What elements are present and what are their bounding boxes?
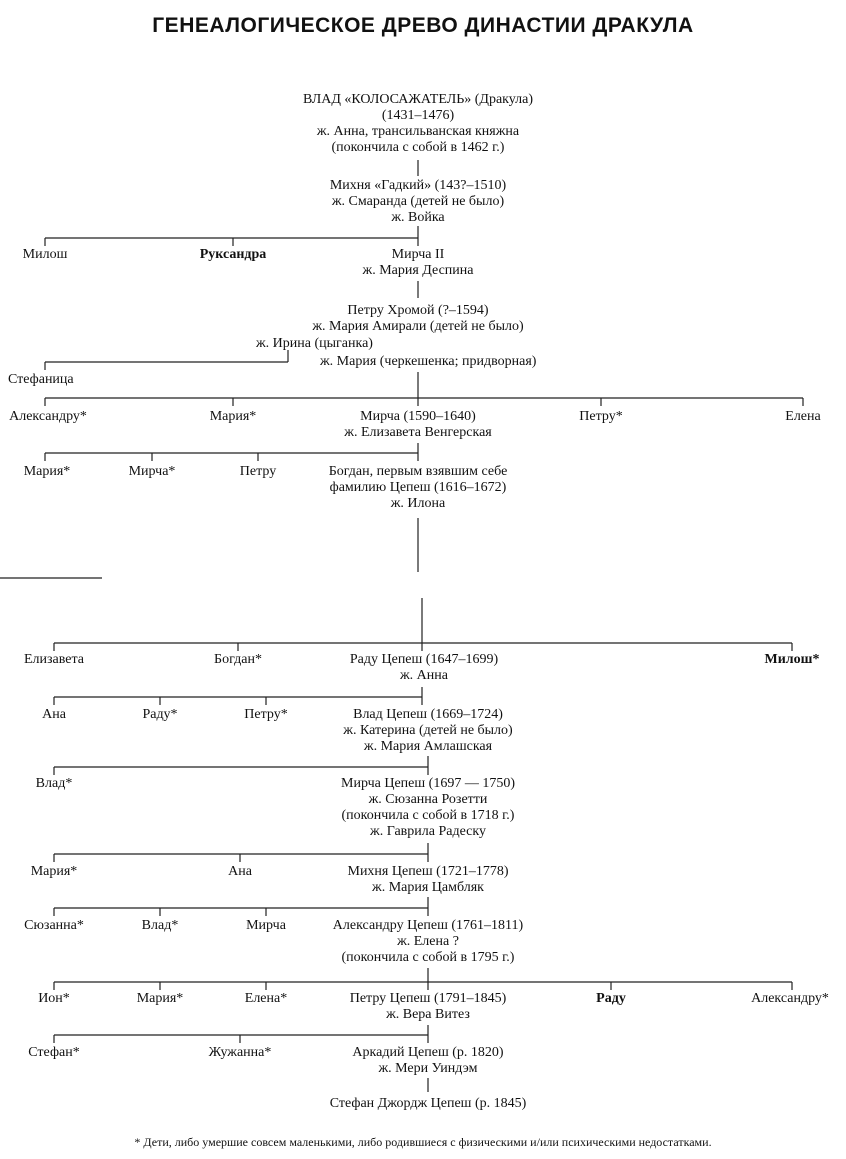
person-petru: Петру	[239, 464, 277, 479]
person-petru-tepes-1791: Петру Цепеш (1791–1845) ж. Вера Витез	[349, 991, 507, 1022]
person-bogdan-tepes: Богдан, первым взявшим себе фамилию Цепеш (1616–1672) ж. Илона	[328, 464, 508, 511]
person-milosh: Милош	[22, 247, 68, 262]
person-vlad: Влад*	[35, 776, 73, 791]
person-radu: Раду*	[142, 707, 178, 722]
person-zhuzhanna: Жужанна*	[208, 1045, 272, 1060]
person-stefanitsa: Стефаница	[8, 372, 74, 387]
person-stefan-george-tepes: Стефан Джордж Цепеш (р. 1845)	[329, 1096, 527, 1111]
person-maria: Мария*	[23, 464, 71, 479]
person-ruksandra: Руксандра	[199, 247, 267, 262]
person-syuzanna: Сюзанна*	[24, 918, 84, 933]
person-mircha-tepes-1697: Мирча Цепеш (1697 — 1750) ж. Сюзанна Розетти (покончила с собой в 1718 г.) ж. Гаврила Радеску	[341, 776, 515, 839]
person-maria: Мария*	[30, 864, 78, 879]
person-mircha-ii: Мирча II ж. Мария Деспина	[362, 247, 474, 278]
person-aleksandru-tepes-1761: Александру Цепеш (1761–1811) ж. Елена ? (покончила с собой в 1795 г.)	[332, 918, 524, 965]
person-mircha: Мирча*	[128, 464, 176, 479]
person-ana: Ана	[42, 707, 66, 722]
footnote: * Дети, либо умершие совсем маленькими, либо родившиеся с физическими и/или психическими недостатками.	[134, 1135, 712, 1149]
person-elena: Елена*	[244, 991, 288, 1006]
person-vlad-tepes: ВЛАД «КОЛОСАЖАТЕЛЬ» (Дракула) (1431–1476) ж. Анна, трансильванская княжна (покончила с собой в 1462 г.)	[302, 92, 534, 155]
person-petru-hromoy: Петру Хромой (?–1594) ж. Мария Амирали (детей не было)	[312, 303, 524, 334]
person-maria: Мария*	[136, 991, 184, 1006]
person-radu: Раду	[596, 991, 626, 1006]
person-bogdan: Богдан*	[214, 652, 262, 667]
person-petru: Петру*	[244, 707, 288, 722]
spouse-irina: ж. Ирина (цыганка)	[256, 336, 373, 351]
page-title: ГЕНЕАЛОГИЧЕСКОЕ ДРЕВО ДИНАСТИИ ДРАКУЛА	[152, 14, 694, 37]
person-radu-tepes-1647: Раду Цепеш (1647–1699) ж. Анна	[349, 652, 499, 683]
person-mircha: Мирча	[246, 918, 286, 933]
person-elizaveta: Елизавета	[23, 652, 85, 667]
spouse-maria-cherkeshenka: ж. Мария (черкешенка; придворная)	[320, 354, 537, 369]
person-petru: Петру*	[579, 409, 623, 424]
person-vlad: Влад*	[141, 918, 179, 933]
person-vlad-tepes-1669: Влад Цепеш (1669–1724) ж. Катерина (детей не было) ж. Мария Амлашская	[343, 707, 513, 754]
person-arkadiy-tepes: Аркадий Цепеш (р. 1820) ж. Мери Уиндэм	[352, 1045, 504, 1076]
person-mihnya-tepes-1721: Михня Цепеш (1721–1778) ж. Мария Цамбляк	[347, 864, 509, 895]
person-elena: Елена	[785, 409, 821, 424]
person-mircha-1590: Мирча (1590–1640) ж. Елизавета Венгерская	[344, 409, 492, 440]
person-ana: Ана	[228, 864, 252, 879]
person-aleksandru: Александру*	[751, 991, 829, 1006]
person-ion: Ион*	[38, 991, 70, 1006]
person-milosh: Милош*	[764, 652, 820, 667]
person-maria: Мария*	[209, 409, 257, 424]
person-stefan: Стефан*	[28, 1045, 80, 1060]
person-aleksandru: Александру*	[9, 409, 87, 424]
person-mihnya: Михня «Гадкий» (143?–1510) ж. Смаранда (детей не было) ж. Войка	[329, 178, 507, 225]
